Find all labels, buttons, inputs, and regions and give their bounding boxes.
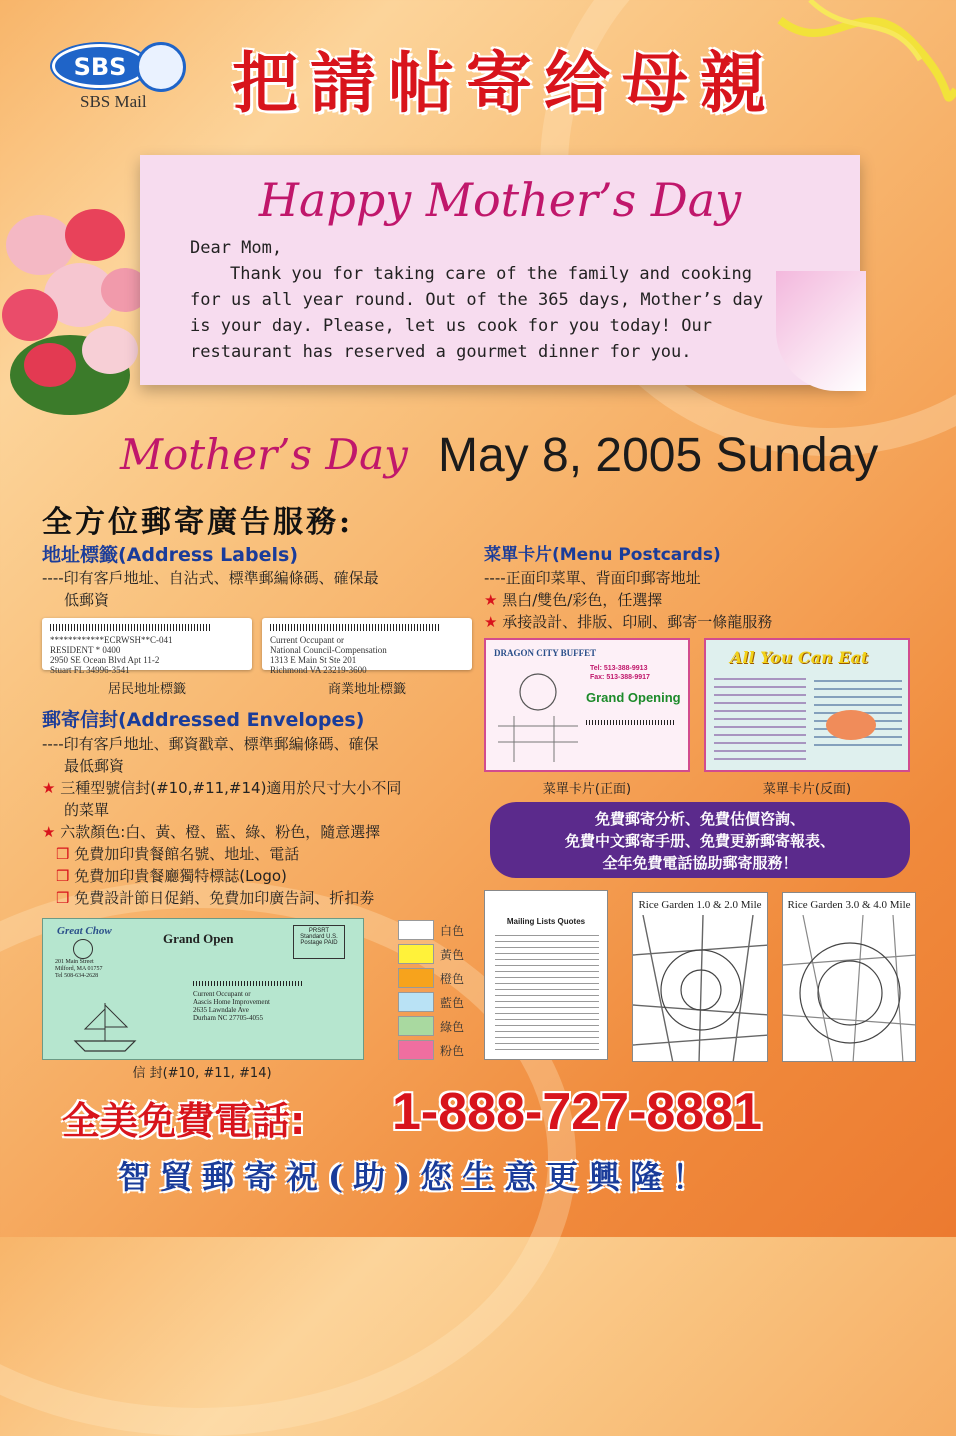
envelopes-box3 xyxy=(56,887,374,909)
page-curl-decoration xyxy=(776,271,866,391)
color-swatch xyxy=(398,1040,434,1060)
recipient-line: Current Occupant or xyxy=(193,990,251,998)
color-swatch-label: 綠色 xyxy=(440,1019,465,1034)
resident-label-sample xyxy=(42,618,252,675)
label-line: National Council-Compensation xyxy=(270,645,387,655)
color-swatch-row xyxy=(398,918,464,942)
color-swatch-row xyxy=(398,942,464,966)
barcode xyxy=(193,981,303,986)
color-swatch-row xyxy=(398,1038,464,1062)
color-swatch xyxy=(398,920,434,940)
star-icon: ★ xyxy=(42,779,61,797)
recipient-line: Durham NC 27705-4055 xyxy=(193,1014,263,1022)
postcard-contact xyxy=(590,664,650,682)
envelopes-line1: ----印有客戶地址、郵資戳章、標準郵編條碼、確保 xyxy=(42,735,379,753)
color-swatch-row xyxy=(398,990,464,1014)
sbs-logo xyxy=(52,40,182,88)
star-icon: ★ xyxy=(42,823,61,841)
envelopes-box2 xyxy=(56,865,287,887)
checkbox-icon: ❒ xyxy=(56,889,75,907)
envelope-brand: Great Chow xyxy=(57,925,112,937)
return-line: Tel 508-634-2628 xyxy=(55,973,99,979)
menu-postcards-star1 xyxy=(484,589,662,611)
label-line: 1313 E Main St Ste 201 xyxy=(270,655,357,665)
restaurant-logo-icon xyxy=(73,939,93,959)
menu-postcards-heading: 菜單卡片(Menu Postcards) xyxy=(484,545,721,565)
color-swatch xyxy=(398,1016,434,1036)
card-title: Happy Mother’s Day xyxy=(258,173,742,227)
menu-postcard-back xyxy=(704,638,910,772)
free-services-line3: 全年免費電話協助郵寄服務！ xyxy=(602,854,798,872)
color-swatch xyxy=(398,968,434,988)
color-swatch-label: 藍色 xyxy=(440,995,465,1010)
greeting-card xyxy=(140,155,860,385)
envelope-recipient xyxy=(193,981,303,1022)
checkbox-icon: ❒ xyxy=(56,867,75,885)
label-line: ************ECRWSH**C-041 xyxy=(50,635,173,645)
slogan: 智貿郵寄祝(助)您生意更興隆！ xyxy=(118,1158,715,1196)
envelopes-box1-text: 免費加印貴餐館名號、地址、電話 xyxy=(74,845,300,863)
logo-text: SBS xyxy=(73,53,127,81)
dragon-and-map-illustration xyxy=(494,666,582,766)
star-icon: ★ xyxy=(484,591,503,609)
event-date: May 8, 2005 Sunday xyxy=(438,429,879,482)
address-labels-line2: 低郵資 xyxy=(64,591,110,609)
resident-label-caption: 居民地址標籤 xyxy=(107,682,186,697)
menu-postcards-star1-text: 黑白/雙色/彩色，任選擇 xyxy=(502,591,663,609)
color-swatch-label: 粉色 xyxy=(440,1043,465,1058)
label-line: RESIDENT * 0400 xyxy=(50,645,121,655)
envelopes-star1-text: 三種型號信封(#10,#11,#14)適用於尺寸大小不同 xyxy=(60,779,402,797)
envelopes-star2 xyxy=(42,821,380,843)
recipient-line: 2635 Lawndale Ave xyxy=(193,1006,249,1014)
barcode xyxy=(50,624,210,631)
address-labels-line1: ----印有客戶地址、自沾式、標準郵編條碼、確保最 xyxy=(42,569,379,587)
envelope-headline: Grand Open xyxy=(163,931,234,946)
mothers-day-script: Mother’s Day xyxy=(120,430,408,479)
barcode xyxy=(586,720,676,725)
card-body: Thank you for taking care of the family and cooking for us all year round. Out of the 365 days, Mother’s day is your day. Please, let us cook for you today! Our restaurant has reserved a gourmet dinner for you. xyxy=(190,264,764,362)
postcard-promo: Grand Opening xyxy=(586,690,681,705)
star-icon: ★ xyxy=(484,613,503,631)
address-labels-heading: 地址標籤(Address Labels) xyxy=(42,544,298,566)
envelopes-heading: 郵寄信封(Addressed Envelopes) xyxy=(42,709,365,731)
toll-free-label: 全美免費電話: xyxy=(62,1099,306,1143)
card-message xyxy=(190,235,780,365)
color-swatches xyxy=(398,918,464,1062)
label-line: 2950 SE Ocean Blvd Apt 11-2 xyxy=(50,655,160,665)
free-services-line2: 免費中文郵寄手册、免費更新郵寄報表、 xyxy=(564,832,835,850)
envelope-caption: 信 封(#10, #11, #14) xyxy=(132,1066,272,1081)
free-services-banner xyxy=(490,802,910,878)
color-swatch-row xyxy=(398,1014,464,1038)
menu-text-block xyxy=(714,678,806,766)
map-title: Rice Garden 1.0 & 2.0 Mile xyxy=(638,899,762,911)
rose-bouquet-image xyxy=(0,175,160,435)
color-swatch-row xyxy=(398,966,464,990)
toll-free-number: 1-888-727-8881 xyxy=(392,1083,763,1141)
recipient-line: Aascis Home Improvement xyxy=(193,998,270,1006)
envelopes-line2: 最低郵資 xyxy=(64,757,125,775)
checkbox-icon: ❒ xyxy=(56,845,75,863)
globe-icon xyxy=(136,42,186,92)
map-3-mile xyxy=(782,892,916,1062)
menu-postcard-front xyxy=(484,638,690,772)
page-title: 把請帖寄给母親 xyxy=(232,44,778,122)
free-services-line1: 免費郵寄分析、免費估價咨詢、 xyxy=(594,810,805,828)
postcard-tel: Tel: 513-388-9913 xyxy=(590,665,648,672)
map-1-mile xyxy=(632,892,768,1062)
envelopes-star2-text: 六款顏色:白、黃、橙、藍、綠、粉色，隨意選擇 xyxy=(60,823,381,841)
postcard-fax: Fax: 513-388-9917 xyxy=(590,674,650,681)
color-swatch xyxy=(398,992,434,1012)
return-line: 201 Main Street xyxy=(55,959,94,965)
menu-postcards-star2-text: 承接設計、排版、印刷、郵寄一條龍服務 xyxy=(502,613,773,631)
food-photo xyxy=(826,710,876,740)
card-greeting: Dear Mom, xyxy=(190,238,283,258)
label-line: Current Occupant or xyxy=(270,635,344,645)
label-line: Stuart FL 34996-3541 xyxy=(50,665,130,675)
menu-back-caption: 菜單卡片(反面) xyxy=(762,782,852,797)
envelopes-star1 xyxy=(42,777,401,799)
quote-table xyxy=(495,935,599,1051)
street-map-image xyxy=(633,915,768,1062)
menu-front-caption: 菜單卡片(正面) xyxy=(542,782,632,797)
envelopes-star1-cont: 的菜單 xyxy=(64,801,110,819)
return-line: Milford, MA 01757 xyxy=(55,966,103,972)
business-label-sample xyxy=(262,618,472,675)
mailing-quote-document xyxy=(484,890,608,1060)
color-swatch-label: 黃色 xyxy=(440,947,465,962)
postcard-back-headline: All You Can Eat xyxy=(730,648,869,667)
color-swatch-label: 白色 xyxy=(440,923,465,938)
postage-stamp: PRSRT Standard U.S. Postage PAID xyxy=(293,925,345,959)
menu-postcards-star2 xyxy=(484,611,772,633)
ship-illustration xyxy=(65,997,145,1055)
envelope-return-address xyxy=(55,959,103,980)
barcode xyxy=(270,624,440,631)
logo-subtitle: SBS Mail xyxy=(80,92,147,111)
postcard-address-area xyxy=(586,720,682,764)
envelopes-box2-text: 免費加印貴餐廳獨特標誌(Logo) xyxy=(74,867,287,885)
envelope-sample xyxy=(42,918,364,1060)
ribbon-decoration xyxy=(770,0,956,140)
color-swatch xyxy=(398,944,434,964)
street-map-image xyxy=(783,915,916,1062)
menu-postcards-line1: ----正面印菜單、背面印郵寄地址 xyxy=(484,569,701,587)
business-label-caption: 商業地址標籤 xyxy=(327,682,406,697)
label-line: Richmond VA 23219-3600 xyxy=(270,665,367,675)
map-title: Rice Garden 3.0 & 4.0 Mile xyxy=(787,899,911,911)
postcard-brand: DRAGON CITY BUFFET xyxy=(494,648,597,658)
services-title: 全方位郵寄廣告服務: xyxy=(42,505,354,540)
envelopes-box1 xyxy=(56,843,299,865)
quote-doc-title: Mailing Lists Quotes xyxy=(506,917,586,926)
envelopes-box3-text: 免費設計節日促銷、免費加印廣告詞、折扣劵 xyxy=(74,889,375,907)
color-swatch-label: 橙色 xyxy=(440,971,465,986)
